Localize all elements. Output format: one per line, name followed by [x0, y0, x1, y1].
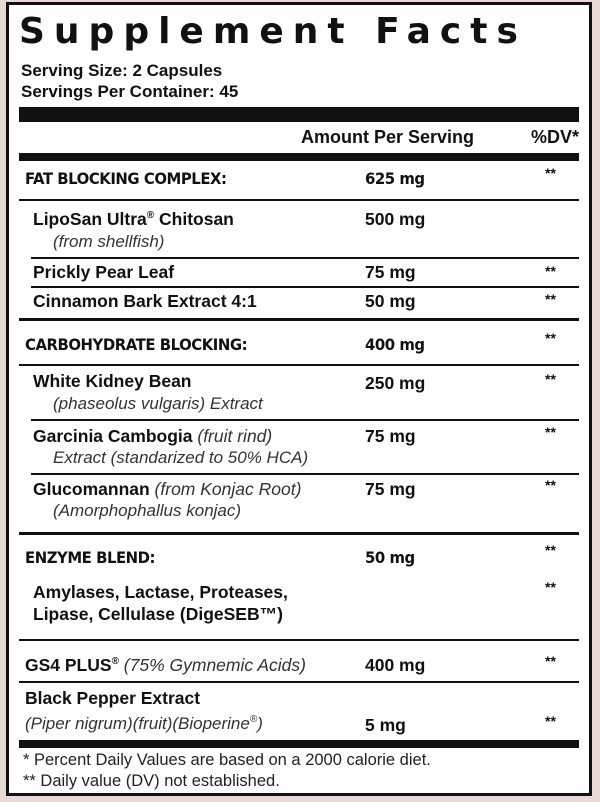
dv-header: %DV*	[531, 127, 580, 147]
section-divider	[19, 532, 579, 535]
row-divider	[19, 681, 579, 683]
row-divider	[19, 199, 579, 201]
liposan-amount: 500 mg	[365, 209, 426, 229]
footnote-dv-not-established: ** Daily value (DV) not established.	[23, 772, 280, 790]
white-kidney-bean-name: White Kidney Bean	[33, 371, 192, 391]
footnote-percent-dv: * Percent Daily Values are based on a 2000 calorie diet.	[23, 751, 431, 769]
black-pepper-amount: 5 mg	[365, 715, 406, 735]
row-divider	[31, 473, 579, 475]
cinnamon-dv: **	[545, 291, 556, 307]
amount-per-serving-header: Amount Per Serving	[301, 127, 475, 147]
footer-divider	[19, 740, 579, 748]
black-pepper-dv: **	[545, 713, 556, 729]
prickly-pear-dv: **	[545, 263, 556, 279]
supplement-facts-label	[6, 2, 592, 796]
liposan-name: LipoSan Ultra® Chitosan	[33, 209, 234, 229]
garcinia-detail: Extract (standarized to 50% HCA)	[53, 448, 309, 467]
cinnamon-name: Cinnamon Bark Extract 4:1	[33, 291, 257, 311]
row-divider	[31, 419, 579, 421]
enzyme-blend-dv: **	[545, 542, 556, 558]
white-kidney-bean-dv: **	[545, 371, 556, 387]
garcinia-name: Garcinia Cambogia (fruit rind)	[33, 426, 273, 446]
white-kidney-bean-amount: 250 mg	[365, 373, 426, 393]
enzyme-blend-amount: 50 mg	[365, 548, 415, 567]
enzyme-items-dv: **	[545, 579, 556, 595]
row-divider	[19, 364, 579, 366]
fat-blocking-complex-amount: 625 mg	[365, 169, 425, 188]
glucomannan-amount: 75 mg	[365, 479, 416, 499]
serving-size: Serving Size: 2 Capsules	[21, 61, 223, 80]
carbohydrate-blocking-name: CARBOHYDRATE BLOCKING:	[25, 335, 248, 354]
white-kidney-bean-detail: (phaseolus vulgaris) Extract	[53, 394, 263, 413]
enzyme-items-line1: Amylases, Lactase, Proteases,	[33, 582, 288, 602]
carbohydrate-blocking-dv: **	[545, 330, 556, 346]
fat-blocking-complex-dv: **	[545, 165, 556, 181]
black-pepper-name: Black Pepper Extract	[25, 688, 201, 708]
section-divider	[19, 318, 579, 321]
section-divider	[19, 153, 579, 161]
header-divider-bar	[19, 107, 579, 122]
liposan-detail: (from shellfish)	[53, 232, 165, 251]
gs4-plus-dv: **	[545, 653, 556, 669]
glucomannan-name: Glucomannan (from Konjac Root)	[33, 479, 302, 499]
row-divider	[31, 257, 579, 259]
garcinia-dv: **	[545, 424, 556, 440]
black-pepper-detail: (Piper nigrum)(fruit)(Bioperine®)	[25, 714, 263, 733]
prickly-pear-amount: 75 mg	[365, 262, 416, 282]
glucomannan-detail: (Amorphophallus konjac)	[53, 501, 242, 520]
gs4-plus-amount: 400 mg	[365, 655, 426, 675]
fat-blocking-complex-name: FAT BLOCKING COMPLEX:	[25, 169, 227, 188]
row-divider	[31, 286, 579, 288]
row-divider	[19, 639, 579, 641]
garcinia-amount: 75 mg	[365, 426, 416, 446]
cinnamon-amount: 50 mg	[365, 291, 416, 311]
gs4-plus-name: GS4 PLUS® (75% Gymnemic Acids)	[25, 655, 306, 675]
prickly-pear-name: Prickly Pear Leaf	[33, 262, 175, 282]
enzyme-blend-name: ENZYME BLEND:	[25, 548, 156, 567]
label-title: Supplement Facts	[19, 11, 527, 52]
glucomannan-dv: **	[545, 477, 556, 493]
enzyme-items-line2: Lipase, Cellulase (DigeSEB™)	[33, 604, 283, 624]
carbohydrate-blocking-amount: 400 mg	[365, 335, 425, 354]
servings-per-container: Servings Per Container: 45	[21, 82, 239, 101]
